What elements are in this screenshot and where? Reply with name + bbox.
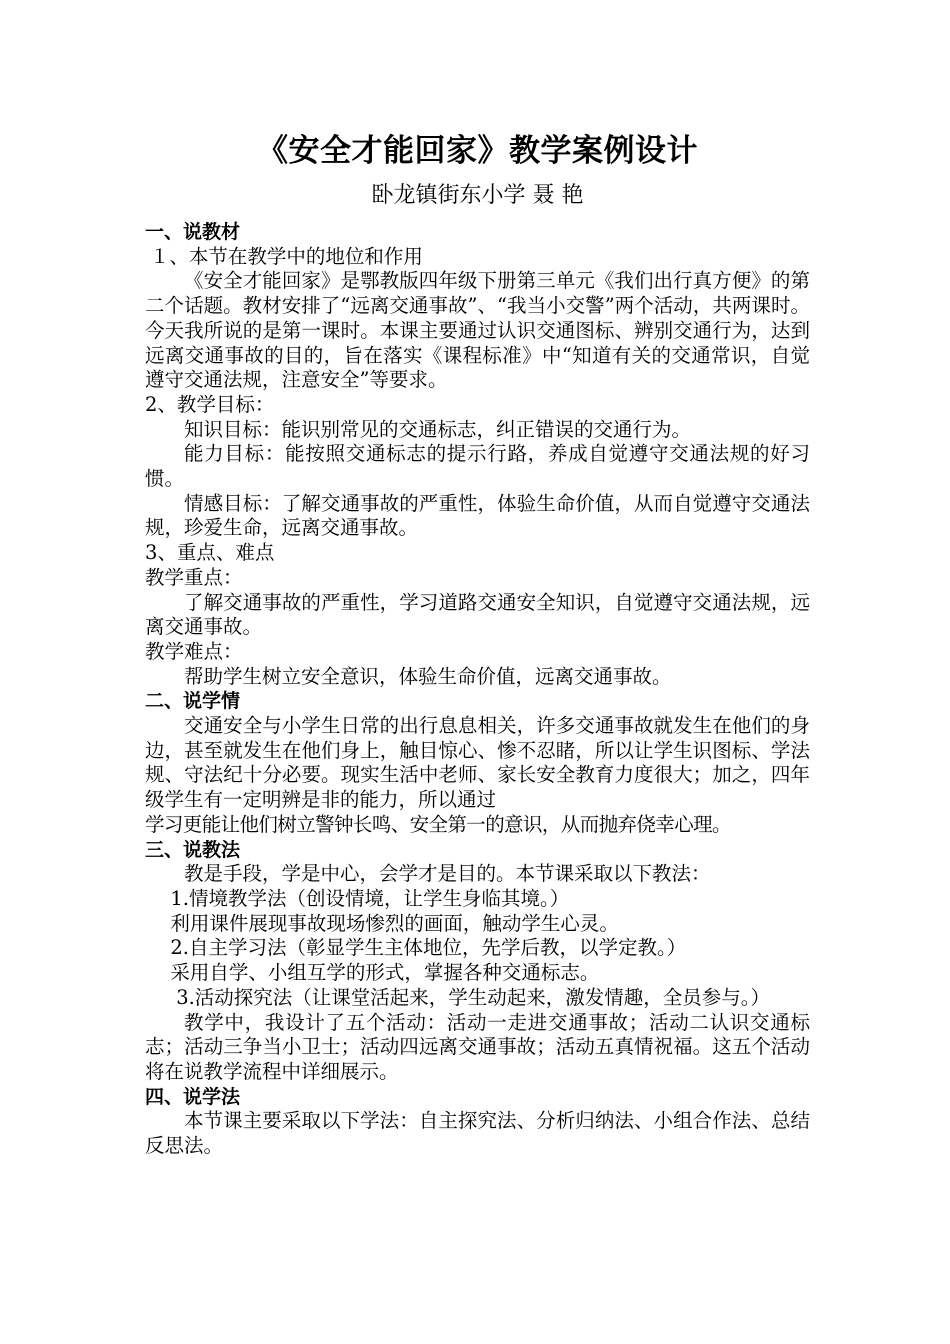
method-1-desc: 利用课件展现事故现场惨烈的画面，触动学生心灵。 xyxy=(170,911,619,935)
difficult-point-label: 教学难点： xyxy=(145,639,243,663)
section-heading-students: 二、说学情 xyxy=(145,690,241,713)
method-2: 2.自主学习法（彰显学生主体地位，先学后教，以学定教。） xyxy=(170,936,687,960)
document-title: 《安全才能回家》教学案例设计 xyxy=(257,133,698,169)
goal-knowledge: 知识目标：能识别常见的交通标志，纠正错误的交通行为。 xyxy=(184,417,692,441)
method-1: 1.情境教学法（创设情境，让学生身临其境。） xyxy=(170,886,570,910)
paragraph-students-b: 学习更能让他们树立警钟长鸣、安全第一的意识，从而抛弃侥幸心理。 xyxy=(145,812,731,836)
subsection-goals-label: 2、教学目标： xyxy=(145,392,275,416)
difficult-point-text: 帮助学生树立安全意识，体验生命价值，远离交通事故。 xyxy=(184,664,672,688)
section-heading-textbook: 一、说教材 xyxy=(145,221,241,243)
subsection-key-difficult-label: 3、重点、难点 xyxy=(145,541,275,565)
key-point-label: 教学重点： xyxy=(145,565,243,589)
paragraph-students-a: 交通安全与小学生日常的出行息息相关，许多交通事故就发生在他们的身边，甚至就发生在他们身上，触目惊心、惨不忍睹，所以让学生识图标、学法规、守法纪十分必要。现实生活中老师、家长安全教育力度很大；加之，四年级学生有一定明辨是非的能力，所以通过 xyxy=(145,714,810,812)
document-page xyxy=(145,128,810,1159)
author-line: 卧龙镇街东小学 聂 艳 xyxy=(371,183,584,208)
subsection-role-label: １、本节在教学中的地位和作用 xyxy=(149,244,423,268)
section-heading-teaching-methods: 三、说教法 xyxy=(145,838,241,861)
key-point-text: 了解交通事故的严重性，学习道路交通安全知识，自觉遵守交通法规，远离交通事故。 xyxy=(145,590,810,639)
method-2-desc: 采用自学、小组互学的形式，掌握各种交通标志。 xyxy=(170,961,600,985)
activities-paragraph: 教学中，我设计了五个活动：活动一走进交通事故；活动二认识交通标志；活动三争当小卫士；活动四远离交通事故；活动五真情祝福。这五个活动将在说教学流程中详细展示。 xyxy=(145,1010,810,1083)
teaching-methods-intro: 教是手段，学是中心，会学才是目的。本节课采取以下教法： xyxy=(184,862,711,886)
learning-methods-text: 本节课主要采取以下学法：自主探究法、分析归纳法、小组合作法、总结反思法。 xyxy=(145,1109,810,1158)
method-3: 3.活动探究法（让课堂活起来，学生动起来，激发情趣，全员参与。） xyxy=(176,985,771,1009)
section-heading-learning-methods: 四、说学法 xyxy=(145,1085,241,1108)
paragraph-textbook-role: 《安全才能回家》是鄂教版四年级下册第三单元《我们出行真方便》的第二个话题。教材安排了“远离交通事故”、“我当小交警”两个活动，共两课时。今天我所说的是第一课时。本课主要通过认识交通图标、辨别交通行为，达到远离交通事故的目的，旨在落实《课程标准》中“知道有关的交通常识，自觉遵守交通法规，注意安全”等要求。 xyxy=(145,269,810,392)
goal-ability: 能力目标：能按照交通标志的提示行路，养成自觉遵守交通法规的好习惯。 xyxy=(145,442,810,491)
goal-emotion: 情感目标：了解交通事故的严重性，体验生命价值，从而自觉遵守交通法规，珍爱生命，远离交通事故。 xyxy=(145,491,810,540)
